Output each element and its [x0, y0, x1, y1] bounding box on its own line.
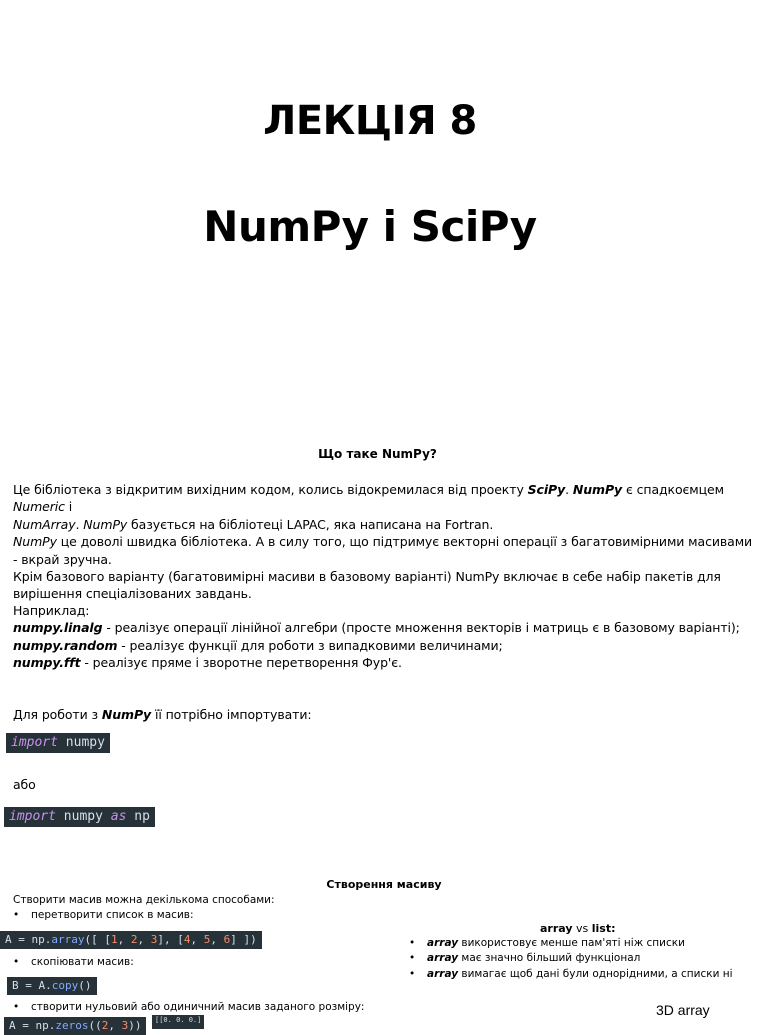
intro-line-1: Це бібліотека з відкритим вихідним кодом, колись відокремилася від проекту SciPy. NumPy є спадкоємцем Numeric і — [13, 482, 724, 515]
example-fft: numpy.fft - реалізує пряме і зворотне перетворення Фур'є. — [13, 655, 402, 671]
section-heading-what-is-numpy: Що таке NumPy? — [318, 447, 437, 461]
example-random: numpy.random - реалізує функції для роботи з випадковими величинами; — [13, 637, 503, 653]
bullet-zeros-ones: • створити нульовий або одиничний масив заданого розміру: — [13, 1001, 365, 1013]
label-3d-array: 3D array — [656, 1002, 710, 1018]
bullet-copy-array: • скопіювати масив: — [13, 956, 134, 968]
code-np-array: A = np.array([ [1, 2, 3], [4, 5, 6] ]) — [0, 931, 262, 949]
subject-title: NumPy і SciPy — [203, 202, 537, 251]
bullet-list-to-array: • перетворити список в масив: — [13, 909, 194, 921]
code-import-numpy-as-np: import numpy as np — [4, 807, 155, 827]
intro-line-3: NumPy це доволі швидка бібліотека. А в силу того, що підтримує векторні операції з багатовимірними масивами - вкрай зручна. — [13, 534, 753, 567]
code-copy: B = A.copy() — [7, 977, 97, 995]
or-text: або — [13, 777, 36, 792]
compare-heading: array vs list: — [540, 922, 616, 935]
lecture-title: ЛЕКЦІЯ 8 — [263, 98, 477, 144]
examples-block — [13, 602, 753, 672]
compare-item: • array вимагає щоб дані були однорідними, а списки ні — [409, 968, 733, 980]
code-zeros: A = np.zeros((2, 3)) — [4, 1017, 146, 1035]
compare-item: • array має значно більший функціонал — [409, 952, 641, 964]
examples-label: Наприклад: — [13, 603, 90, 618]
create-intro: Створити масив можна декількома способами: — [13, 894, 275, 906]
compare-item: • array використовує менше пам'яті ніж списки — [409, 937, 685, 949]
intro-paragraph — [13, 481, 753, 603]
example-linalg: numpy.linalg - реалізує операції лінійної алгебри (просте множення векторів і матриць є в базовому варіанті); — [13, 620, 740, 636]
intro-line-2: NumArray. NumPy базується на бібліотеці LAPAC, яка написана на Fortran. — [13, 516, 494, 532]
import-note: Для роботи з NumPy її потрібно імпортувати: — [13, 707, 312, 722]
intro-line-4: Крім базового варіанту (багатовимірні масиви в базовому варіанті) NumPy включає в себе набір пакетів для вирішення спеціалізованих завдань. — [13, 569, 721, 602]
section-heading-array-creation: Створення масиву — [326, 878, 442, 891]
code-zeros-output: [[0. 0. 0.] — [152, 1015, 204, 1029]
code-import-numpy: import numpy — [6, 733, 110, 753]
